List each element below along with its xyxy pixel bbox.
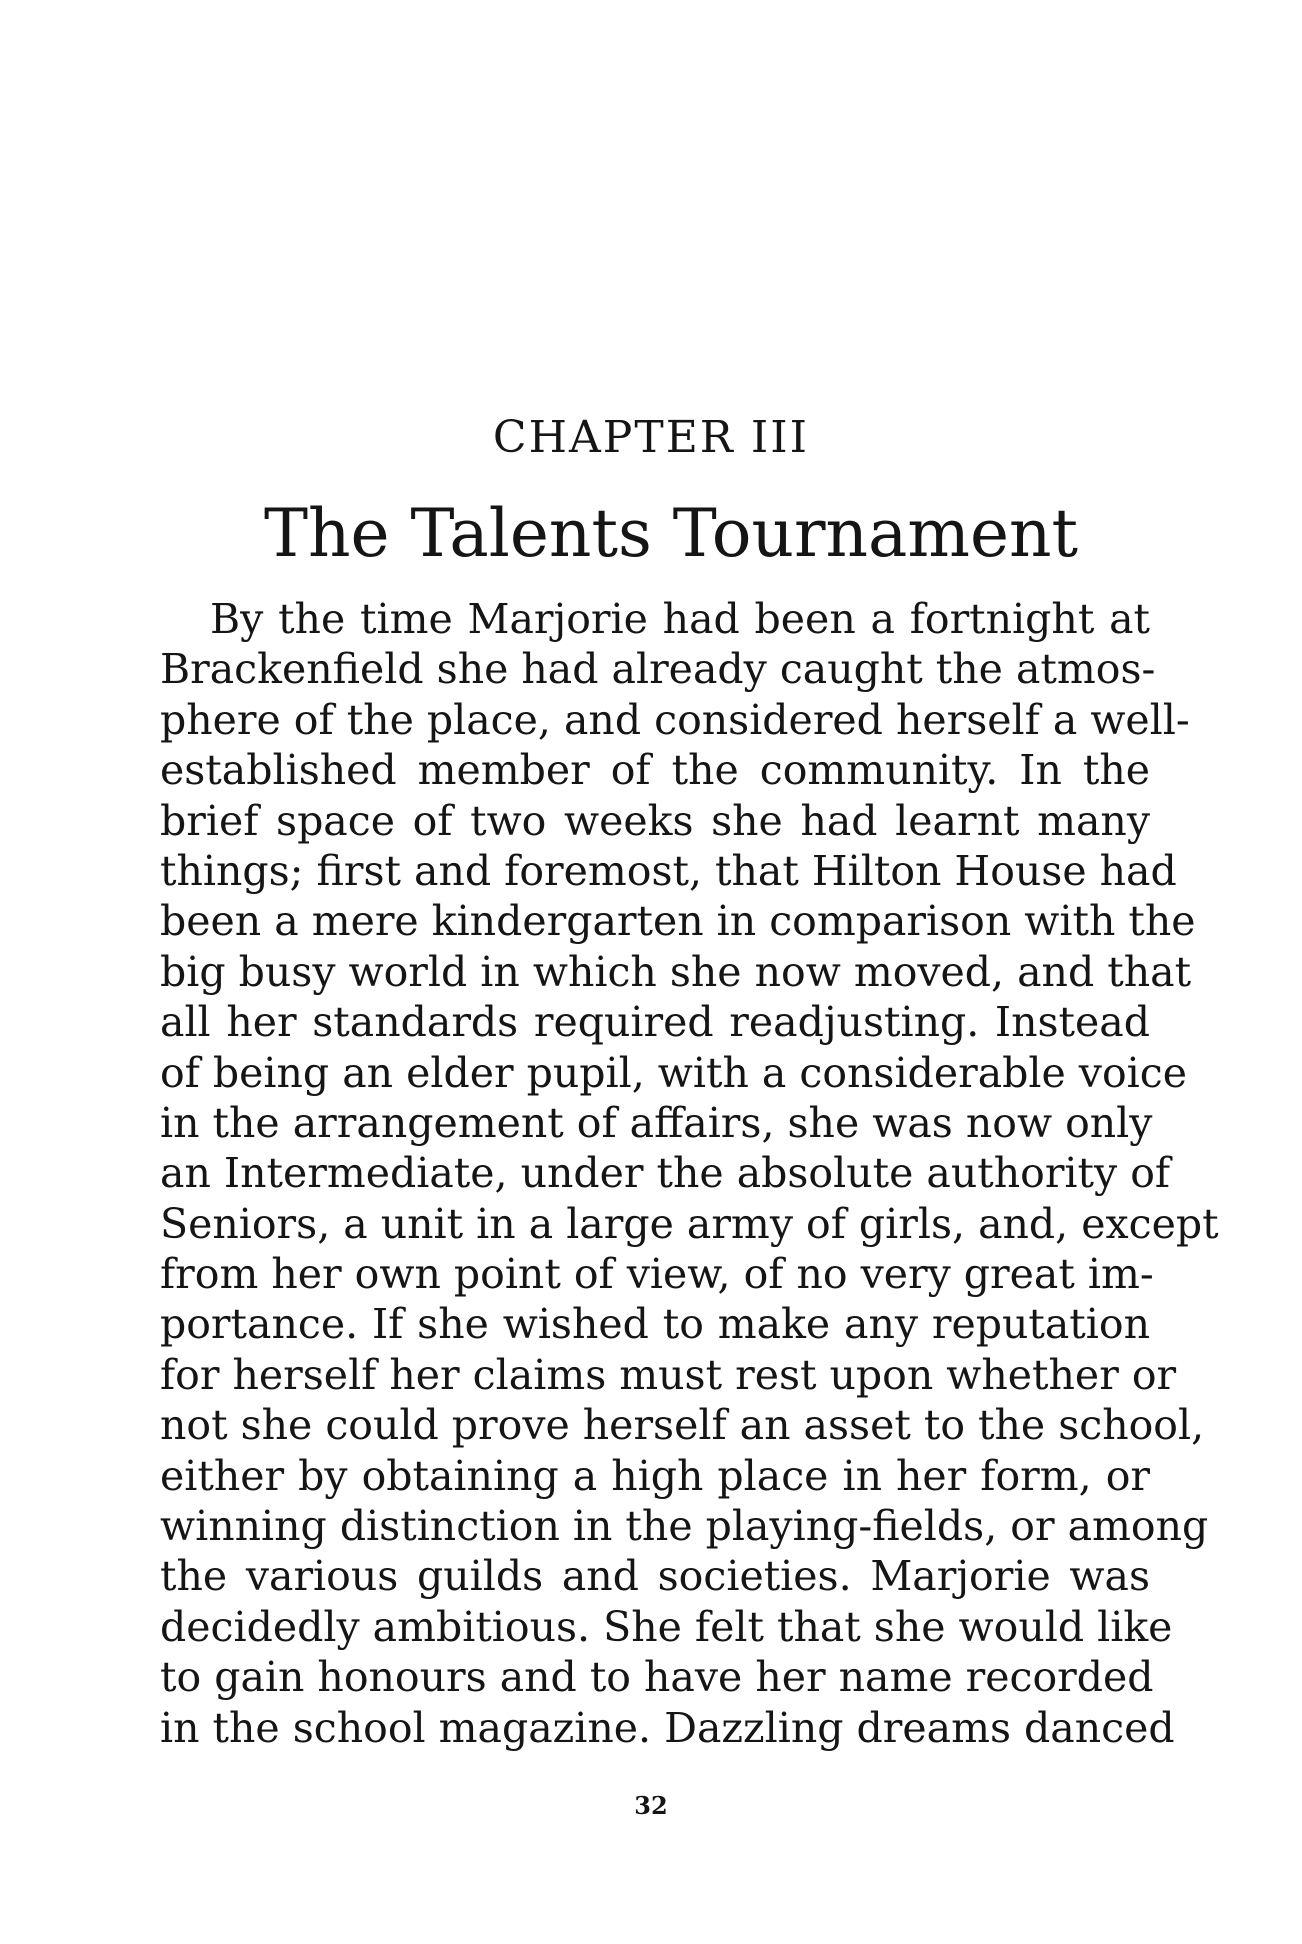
text-line: decidedly ambitious. She felt that she would like	[160, 1602, 1173, 1651]
text-line: not she could prove herself an asset to the school,	[160, 1401, 1205, 1450]
text-line: an Intermediate, under the absolute authority of	[160, 1149, 1171, 1198]
text-line: in the arrangement of affairs, she was now only	[160, 1098, 1153, 1147]
text-line: either by obtaining a high place in her form, or	[160, 1451, 1150, 1500]
text-line: in the school magazine. Dazzling dreams danced	[160, 1703, 1175, 1752]
text-line: the various guilds and societies. Marjorie was	[160, 1552, 1150, 1601]
text-line: all her standards required readjusting. Instead	[160, 998, 1150, 1047]
text-line: big busy world in which she now moved, and that	[160, 947, 1192, 996]
chapter-label: CHAPTER III	[492, 412, 810, 463]
text-line: from her own point of view, of no very great im-	[160, 1250, 1154, 1299]
text-line: things; first and foremost, that Hilton House had	[160, 846, 1177, 895]
text-line: phere of the place, and considered herself a well-	[160, 695, 1190, 744]
text-line: established member of the community. In the	[160, 746, 1150, 795]
text-line: portance. If she wished to make any reputation	[160, 1300, 1150, 1349]
text-line: Seniors, a unit in a large army of girls, and, except	[160, 1199, 1219, 1248]
text-line: been a mere kindergarten in comparison with the	[160, 897, 1196, 946]
chapter-paragraph	[160, 594, 1219, 1753]
text-line: winning distinction in the playing-fields, or among	[160, 1502, 1209, 1551]
text-line: Brackenfield she had already caught the atmos-	[160, 645, 1156, 694]
text-line: brief space of two weeks she had learnt many	[160, 796, 1150, 845]
page-number: 32	[634, 1791, 668, 1820]
text-line: By the time Marjorie had been a fortnight at	[210, 595, 1150, 643]
text-line: to gain honours and to have her name recorded	[160, 1653, 1154, 1702]
chapter-title: The Talents Tournament	[263, 495, 1079, 572]
text-line: for herself her claims must rest upon whether or	[160, 1350, 1177, 1399]
text-line: of being an elder pupil, with a considerable voice	[160, 1048, 1187, 1097]
